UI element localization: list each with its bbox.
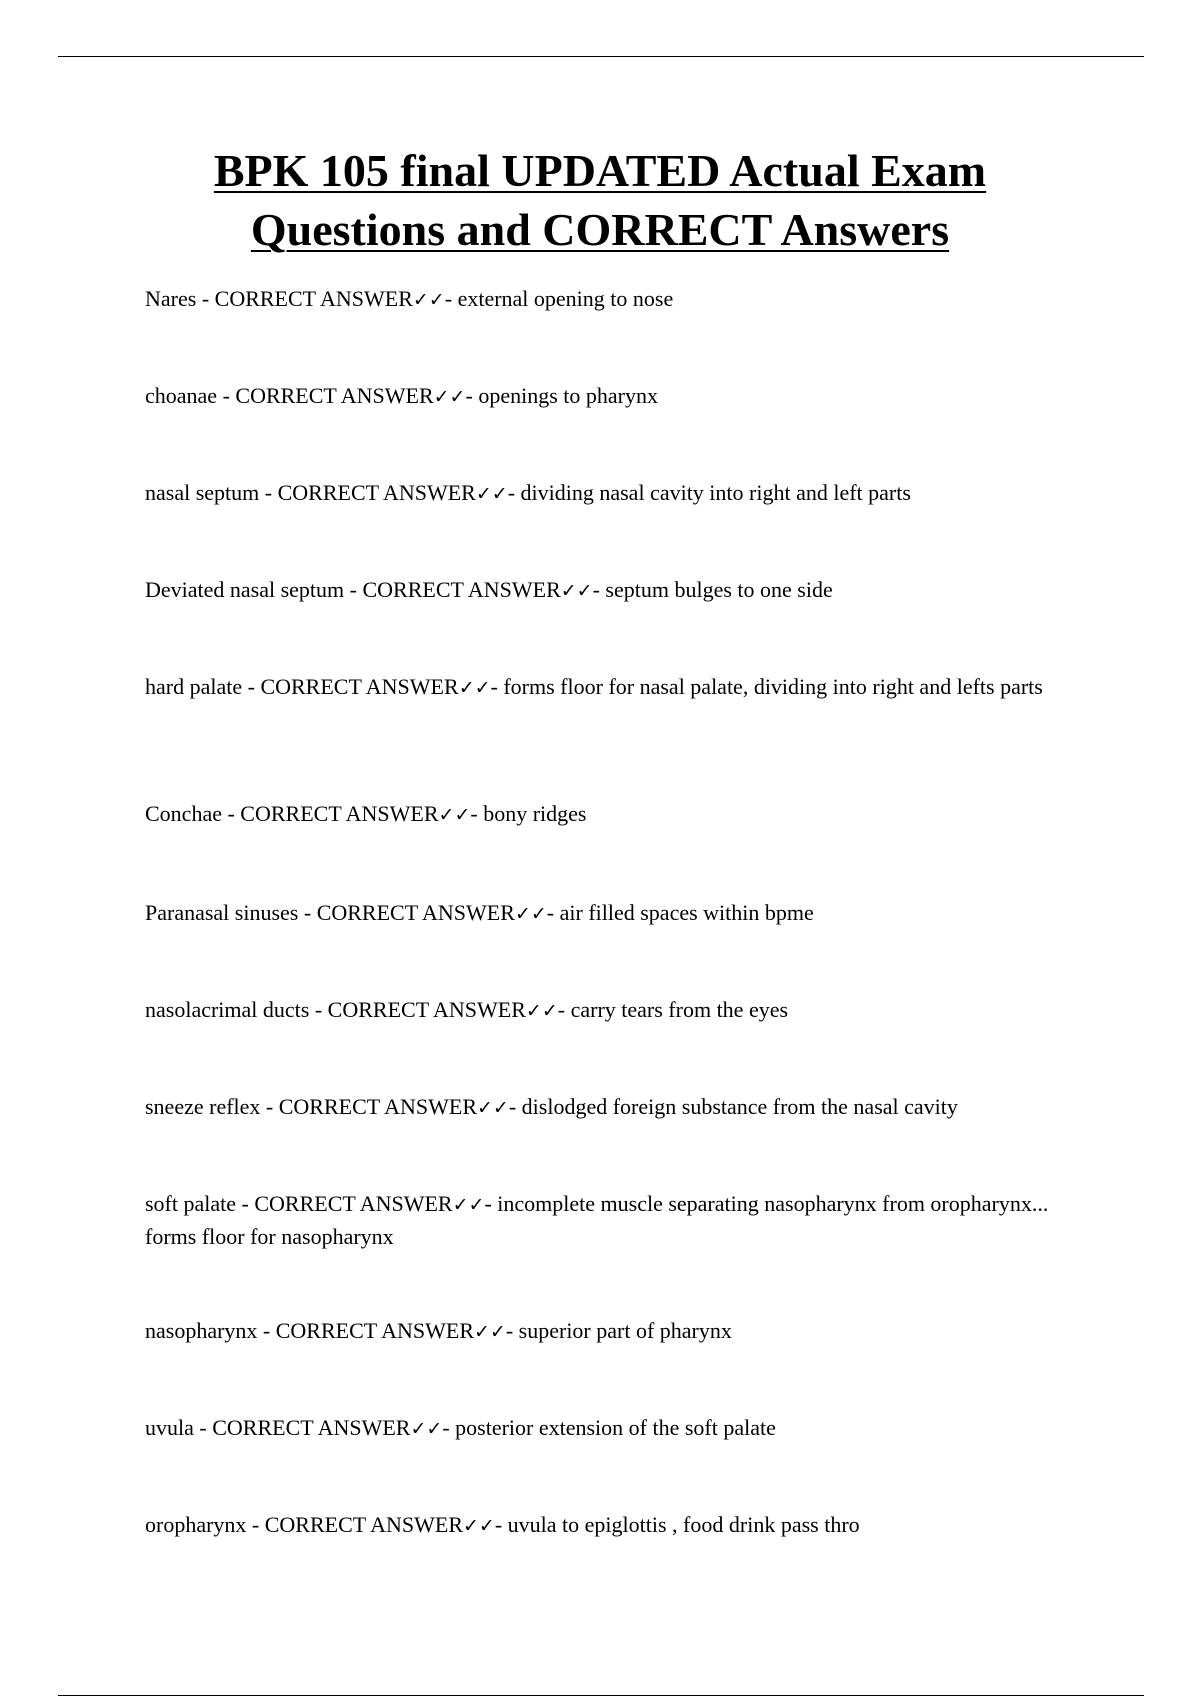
qa-definition: posterior extension of the soft palate (455, 1415, 776, 1440)
check-icon: ✓✓ (412, 289, 445, 311)
qa-term: nasal septum (145, 480, 260, 505)
qa-item: Deviated nasal septum - CORRECT ANSWER✓✓- septum bulges to one side (145, 577, 833, 602)
check-icon: ✓✓ (477, 1097, 509, 1119)
answer-marker: CORRECT ANSWER (235, 383, 434, 408)
qa-term: Deviated nasal septum (145, 577, 345, 602)
qa-definition: dislodged foreign substance from the nasal cavity (521, 1094, 958, 1119)
qa-definition: air filled spaces within bpme (559, 900, 814, 925)
qa-item: Conchae - CORRECT ANSWER✓✓- bony ridges (145, 801, 587, 826)
check-icon: ✓✓ (475, 483, 508, 505)
qa-term: Conchae (145, 801, 222, 826)
check-icon: ✓✓ (410, 1418, 443, 1440)
check-icon: ✓✓ (560, 580, 593, 602)
qa-term: sneeze reflex (145, 1094, 261, 1119)
check-icon: ✓✓ (458, 677, 491, 699)
qa-definition: superior part of pharynx (518, 1318, 732, 1343)
qa-definition: bony ridges (483, 801, 587, 826)
answer-marker: CORRECT ANSWER (277, 480, 476, 505)
page-title (100, 141, 1100, 259)
check-icon: ✓✓ (525, 1000, 558, 1022)
check-icon: ✓✓ (452, 1194, 485, 1216)
answer-marker: CORRECT ANSWER (254, 1191, 453, 1216)
qa-item: nasolacrimal ducts - CORRECT ANSWER✓✓- carry tears from the eyes (145, 997, 789, 1022)
qa-term: soft palate (145, 1191, 237, 1216)
answer-marker: CORRECT ANSWER (362, 577, 561, 602)
answer-marker: CORRECT ANSWER (327, 997, 526, 1022)
answer-marker: CORRECT ANSWER (212, 1415, 411, 1440)
top-rule (58, 56, 1144, 57)
qa-item: oropharynx - CORRECT ANSWER✓✓- uvula to epiglottis , food drink pass thro (145, 1512, 860, 1537)
qa-term: Nares (145, 286, 197, 311)
qa-definition: uvula to epiglottis , food drink pass thro (507, 1512, 860, 1537)
qa-term: nasolacrimal ducts (145, 997, 310, 1022)
qa-item: Nares - CORRECT ANSWER✓✓- external opening to nose (145, 286, 674, 311)
qa-definition: openings to pharynx (478, 383, 658, 408)
check-icon: ✓✓ (433, 386, 466, 408)
check-icon: ✓✓ (438, 804, 471, 826)
answer-marker: CORRECT ANSWER (264, 1512, 463, 1537)
qa-definition: carry tears from the eyes (570, 997, 789, 1022)
qa-definition: dividing nasal cavity into right and left parts (520, 480, 911, 505)
qa-definition: external opening to nose (457, 286, 674, 311)
qa-item: hard palate - CORRECT ANSWER✓✓- forms floor for nasal palate, dividing into right and lefts parts (145, 674, 1043, 699)
answer-marker: CORRECT ANSWER (275, 1318, 474, 1343)
qa-definition: septum bulges to one side (605, 577, 833, 602)
qa-term: oropharynx (145, 1512, 247, 1537)
qa-item: Paranasal sinuses - CORRECT ANSWER✓✓- air filled spaces within bpme (145, 900, 814, 925)
qa-term: Paranasal sinuses (145, 900, 299, 925)
title-line-1: BPK 105 final UPDATED Actual Exam (213, 145, 987, 196)
check-icon: ✓✓ (474, 1321, 506, 1343)
check-icon: ✓✓ (514, 903, 547, 925)
answer-marker: CORRECT ANSWER (316, 900, 515, 925)
answer-marker: CORRECT ANSWER (240, 801, 439, 826)
qa-item: sneeze reflex - CORRECT ANSWER✓✓- dislodged foreign substance from the nasal cavity (145, 1094, 958, 1119)
qa-item: uvula - CORRECT ANSWER✓✓- posterior extension of the soft palate (145, 1415, 776, 1440)
qa-term: uvula (145, 1415, 194, 1440)
qa-term: nasopharynx (145, 1318, 258, 1343)
title-line-2: Questions and CORRECT Answers (250, 204, 950, 255)
qa-definition: forms floor for nasal palate, dividing into right and lefts parts (503, 674, 1043, 699)
qa-item: nasal septum - CORRECT ANSWER✓✓- dividing nasal cavity into right and left parts (145, 480, 911, 505)
answer-marker: CORRECT ANSWER (214, 286, 413, 311)
answer-marker: CORRECT ANSWER (260, 674, 459, 699)
check-icon: ✓✓ (463, 1515, 495, 1537)
qa-definition: incomplete muscle separating nasopharynx from oropharynx... forms floor for nasopharynx (145, 1191, 1049, 1249)
qa-item: soft palate - CORRECT ANSWER✓✓- incomplete muscle separating nasopharynx from oropharynx... forms floor for nasopharynx (145, 1191, 1049, 1249)
qa-term: hard palate (145, 674, 243, 699)
qa-item: choanae - CORRECT ANSWER✓✓- openings to pharynx (145, 383, 658, 408)
qa-item: nasopharynx - CORRECT ANSWER✓✓- superior part of pharynx (145, 1318, 732, 1343)
answer-marker: CORRECT ANSWER (278, 1094, 477, 1119)
bottom-rule (58, 1695, 1144, 1696)
qa-term: choanae (145, 383, 218, 408)
